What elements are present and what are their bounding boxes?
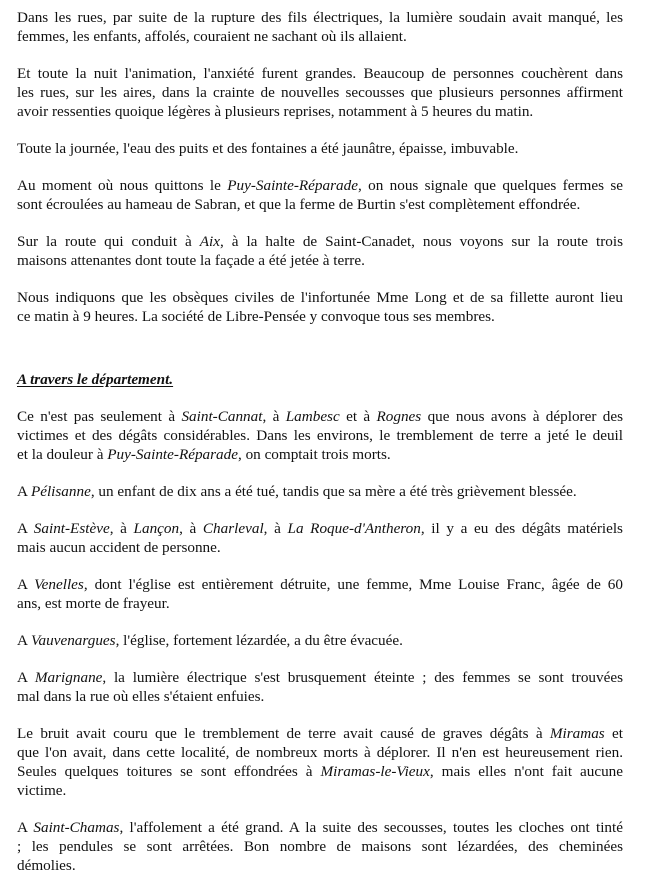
text-line: Le bruit avait couru que le tremblement de terre avait causé de graves dégâts à Miramas et	[17, 725, 623, 742]
paragraph	[17, 8, 623, 46]
text-line: les rues, sur les aires, dans la crainte de nouvelles secousses que plusieurs personnes affirment	[17, 84, 623, 101]
document-page	[17, 8, 623, 875]
paragraph	[17, 724, 623, 800]
text-line: Dans les rues, par suite de la rupture des fils électriques, la lumière soudain avait manqué, les	[17, 9, 623, 26]
text-line: Nous indiquons que les obsèques civiles de l'infortunée Mme Long et de sa fillette auront lieu	[17, 289, 623, 306]
paragraph	[17, 407, 623, 464]
text-line: femmes, les enfants, affolés, couraient ne sachant où ils allaient.	[17, 28, 407, 45]
paragraph	[17, 631, 623, 650]
text-line: A Pélisanne, un enfant de dix ans a été tué, tandis que sa mère a été très grièvement blessée.	[17, 483, 577, 500]
text-line: Toute la journée, l'eau des puits et des fontaines a été jaunâtre, épaisse, imbuvable.	[17, 140, 519, 157]
place-name: Aix	[199, 233, 220, 250]
text-line: A Saint-Chamas, l'affolement a été grand. A la suite des secousses, toutes les cloches ont tinté	[17, 819, 623, 836]
paragraph	[17, 139, 623, 158]
paragraph	[17, 64, 623, 121]
place-name: Pélisanne	[30, 483, 91, 500]
place-name: Lançon	[133, 520, 180, 537]
section-heading: A travers le département.	[17, 371, 174, 388]
place-name: Rognes	[376, 408, 422, 425]
text-line: Et toute la nuit l'animation, l'anxiété furent grandes. Beaucoup de personnes couchèrent dans	[17, 65, 623, 82]
paragraph	[17, 176, 623, 214]
text-line: mais aucun accident de personne.	[17, 539, 221, 556]
place-name: Marignane	[34, 669, 103, 686]
place-name: Charleval	[202, 520, 264, 537]
text-line: Sur la route qui conduit à Aix, à la halte de Saint-Canadet, nous voyons sur la route trois	[17, 233, 624, 250]
place-name: Lambesc	[285, 408, 340, 425]
text-line: mal dans la rue où elles s'étaient enfuies.	[17, 688, 265, 705]
text-line: A Vauvenargues, l'église, fortement lézardée, a du être évacuée.	[17, 632, 403, 649]
text-line: sont écroulées au hameau de Sabran, et que la ferme de Burtin s'est complètement effondrée.	[17, 196, 581, 213]
text-line: ce matin à 9 heures. La société de Libre-Pensée y convoque tous ses membres.	[17, 308, 495, 325]
place-name: Saint-Cannat	[181, 408, 263, 425]
text-line: ; les pendules se sont arrêtées. Bon nombre de maisons sont lézardées, des cheminées	[17, 838, 623, 855]
place-name: Vauvenargues	[30, 632, 116, 649]
text-line: ans, est morte de frayeur.	[17, 595, 170, 612]
place-name: Puy-Sainte-Réparade	[107, 446, 238, 463]
text-line: et la douleur à Puy-Sainte-Réparade, on comptait trois morts.	[17, 446, 391, 463]
text-line: victimes et des dégâts considérables. Dans les environs, le tremblement de terre a jeté le deuil	[17, 427, 623, 444]
text-line: que l'on avait, dans cette localité, de nombreux morts à déplorer. Il n'en est heureusement rien.	[17, 744, 623, 761]
paragraph	[17, 232, 623, 270]
paragraph	[17, 482, 623, 501]
place-name: Venelles	[34, 576, 84, 593]
paragraph	[17, 519, 623, 557]
place-name: Miramas	[549, 725, 605, 742]
text-line: avoir ressenties quoique légères à plusieurs reprises, notamment à 5 heures du matin.	[17, 103, 534, 120]
paragraph	[17, 818, 623, 875]
place-name: La Roque-d'Antheron	[287, 520, 421, 537]
text-line: A Marignane, la lumière électrique s'est brusquement éteinte ; des femmes se sont trouvées	[17, 669, 623, 686]
text-line: A Saint-Estève, à Lançon, à Charleval, à La Roque-d'Antheron, il y a eu des dégâts matériels	[17, 520, 623, 537]
paragraph	[17, 288, 623, 326]
text-line: Au moment où nous quittons le Puy-Sainte-Réparade, on nous signale que quelques fermes se	[17, 177, 623, 194]
text-line: démolies.	[17, 857, 76, 874]
place-name: Miramas-le-Vieux	[320, 763, 430, 780]
paragraph	[17, 575, 623, 613]
text-line: maisons attenantes dont toute la façade a été jetée à terre.	[17, 252, 365, 269]
place-name: Saint-Estève	[33, 520, 110, 537]
place-name: Saint-Chamas	[33, 819, 120, 836]
text-line: Ce n'est pas seulement à Saint-Cannat, à Lambesc et à Rognes que nous avons à déplorer des	[17, 408, 624, 425]
text-line: A Venelles, dont l'église est entièrement détruite, une femme, Mme Louise Franc, âgée de 60	[17, 576, 623, 593]
place-name: Puy-Sainte-Réparade	[227, 177, 358, 194]
text-line: Seules quelques toitures se sont effondrées à Miramas-le-Vieux, mais elles n'ont fait aucune	[17, 763, 624, 780]
paragraph	[17, 668, 623, 706]
text-line: victime.	[17, 782, 67, 799]
